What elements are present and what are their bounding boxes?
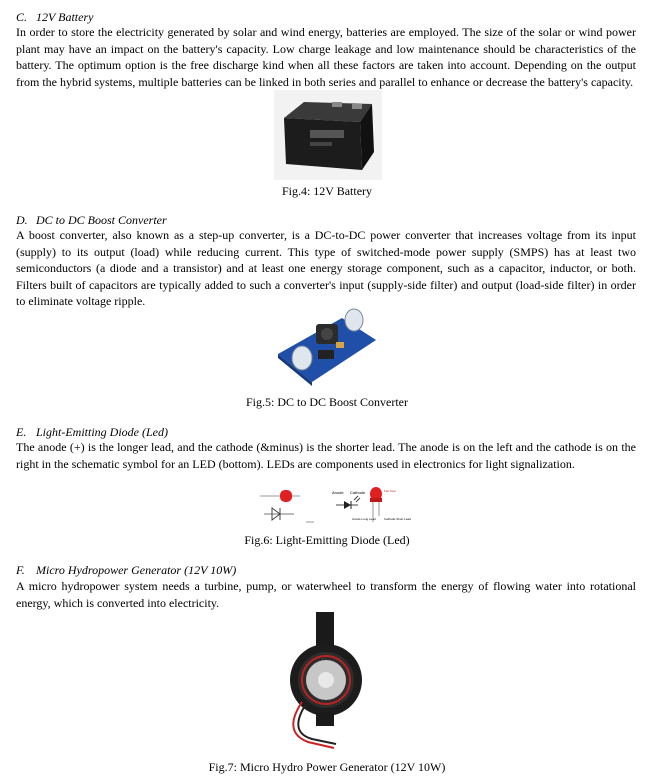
hydro-generator-paragraph: A micro hydropower system needs a turbine, pump, or waterwheel to transform the energy of flowing water into rotational energy, which is converted into electricity. [16, 579, 636, 610]
flat-spot-label: Flat Spot [384, 489, 397, 493]
battery-image [274, 90, 382, 180]
boost-converter-image [272, 298, 382, 390]
led-paragraph: The anode (+) is the longer lead, and the cathode (&minus) is the shorter lead. The anode is on the left and the cathode is on the right in the schematic symbol for an LED (bottom). LEDs are components used in electronics for light signalization. [16, 440, 636, 471]
section-number: D. [16, 213, 28, 227]
boost-converter-paragraph: A boost converter, also known as a step-up converter, is a DC-to-DC power converter that increases voltage from its input (supply) to its output (load) while reducing current. This type of switched-mode power supply (SMPS) has at least two semiconductors (a diode and a transistor) and at least one energy storage component, such as a capacitor, inductor, or both. Filters built of capacitors are typically added to such a converter's input (supply-side filter) and output (load-side filter) in order to eliminate voltage ripple. [16, 228, 636, 308]
section-title: Light-Emitting Diode (Led) [36, 425, 168, 439]
anode-label: Anode [332, 490, 344, 495]
figure-caption: Fig.4: 12V Battery [281, 184, 373, 198]
figure-caption: Fig.7: Micro Hydro Power Generator (12V 10W) [208, 760, 446, 774]
section-number: F. [16, 563, 25, 577]
section-title: Micro Hydropower Generator (12V 10W) [36, 563, 237, 577]
section-title: DC to DC Boost Converter [36, 213, 167, 227]
figure-caption: Fig.5: DC to DC Boost Converter [245, 395, 408, 409]
anode-lead-label: Anode Long Lead [352, 517, 376, 521]
section-heading-hydro-generator [16, 563, 236, 577]
section-heading-boost-converter [16, 213, 167, 227]
section-title: 12V Battery [36, 10, 94, 24]
section-heading-led [16, 425, 168, 439]
battery-paragraph: In order to store the electricity generated by solar and wind energy, batteries are employed. The size of the solar or wind power plant may have an impact on the battery's capacity. Low charge leakage and low maintenance should be characteristics of the battery. The optimum option is the free discharge kind when all these factors are taken into account. Depending on the output from the hybrid systems, multiple batteries can be linked in both series and parallel to enhance or decrease the battery's capacity. [16, 25, 636, 89]
cathode-lead-label: Cathode Short Lead [384, 517, 411, 521]
figure-caption: Fig.6: Light-Emitting Diode (Led) [244, 533, 410, 547]
section-number: C. [16, 10, 28, 24]
hydro-generator-image [272, 612, 382, 752]
led-diagram [252, 486, 411, 530]
section-heading-battery [16, 10, 93, 24]
section-number: E. [16, 425, 27, 439]
cathode-label: Cathode [350, 490, 366, 495]
